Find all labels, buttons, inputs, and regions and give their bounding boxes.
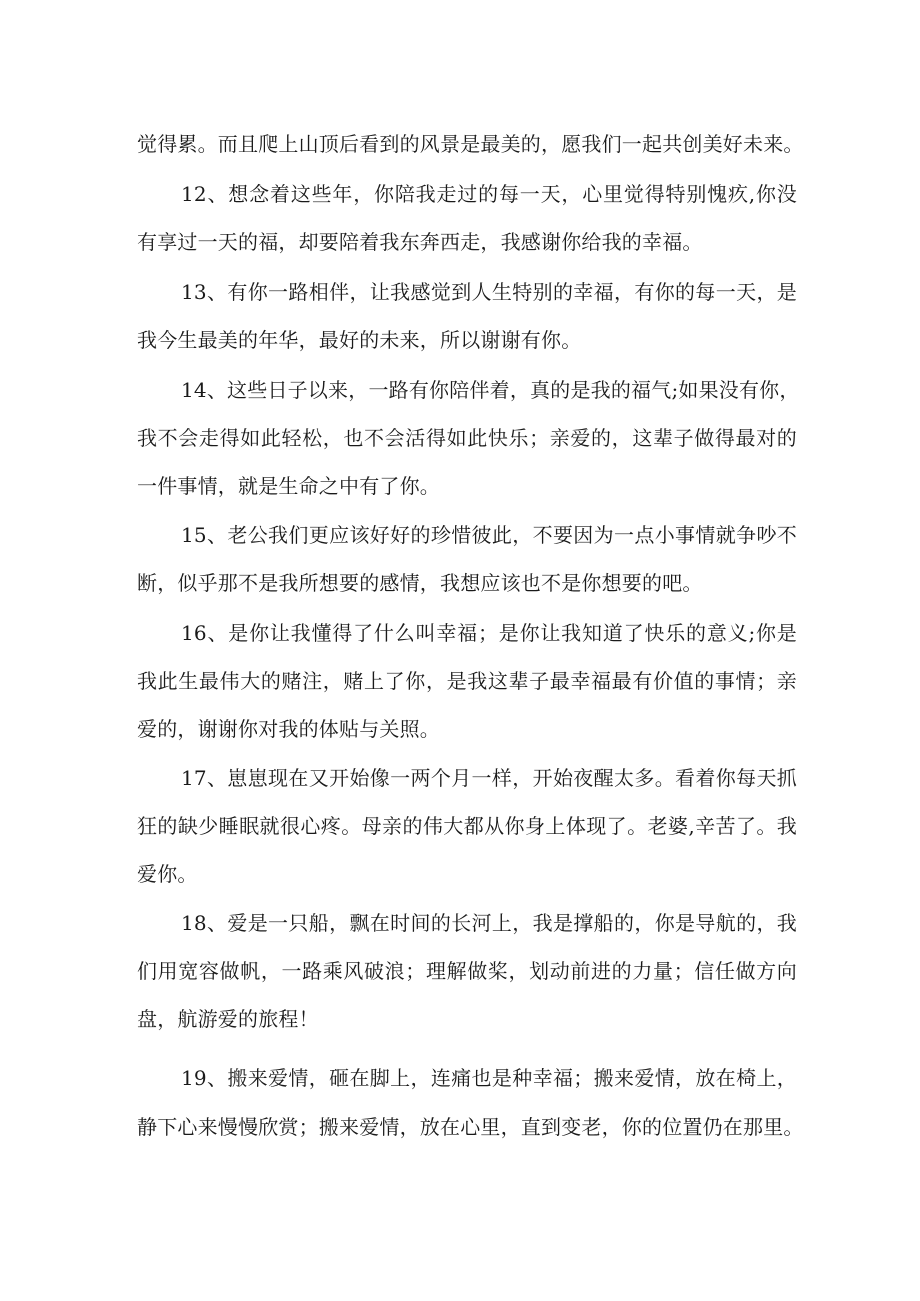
paragraph-line: 我不会走得如此轻松，也不会活得如此快乐；亲爱的，这辈子做得最对的 — [137, 426, 797, 450]
paragraph-line: 盘，航游爱的旅程！ — [137, 1007, 319, 1031]
paragraph-line: 觉得累。而且爬上山顶后看到的风景是最美的，愿我们一起共创美好未来。 — [137, 132, 804, 156]
paragraph-line: 12、想念着这些年，你陪我走过的每一天，心里觉得特别愧疚,你没 — [181, 182, 797, 206]
paragraph-line: 我今生最美的年华，最好的未来，所以谢谢有你。 — [137, 328, 582, 352]
paragraph-line: 13、有你一路相伴，让我感觉到人生特别的幸福，有你的每一天，是 — [181, 280, 797, 304]
paragraph-line: 断，似乎那不是我所想要的感情，我想应该也不是你想要的吧。 — [137, 571, 703, 595]
paragraph-line: 15、老公我们更应该好好的珍惜彼此，不要因为一点小事情就争吵不 — [181, 523, 797, 547]
paragraph-line: 静下心来慢慢欣赏；搬来爱情，放在心里，直到变老，你的位置仍在那里。 — [137, 1115, 804, 1139]
paragraph-line: 18、爱是一只船，飘在时间的长河上，我是撑船的，你是导航的，我 — [181, 911, 797, 935]
paragraph-line: 爱你。 — [137, 862, 198, 886]
paragraph-line: 17、崽崽现在又开始像一两个月一样，开始夜醒太多。看着你每天抓 — [181, 766, 797, 790]
paragraph-line: 19、搬来爱情，砸在脚上，连痛也是种幸福；搬来爱情，放在椅上， — [181, 1066, 797, 1090]
paragraph-line: 16、是你让我懂得了什么叫幸福；是你让我知道了快乐的意义;你是 — [181, 621, 797, 645]
paragraph-line: 爱的，谢谢你对我的体贴与关照。 — [137, 717, 440, 741]
paragraph-line: 有享过一天的福，却要陪着我东奔西走，我感谢你给我的幸福。 — [137, 230, 703, 254]
paragraph-line: 一件事情，就是生命之中有了你。 — [137, 474, 440, 498]
paragraph-line: 14、这些日子以来，一路有你陪伴着，真的是我的福气;如果没有你， — [181, 378, 800, 402]
paragraph-line: 狂的缺少睡眠就很心疼。母亲的伟大都从你身上体现了。老婆,辛苦了。我 — [137, 814, 797, 838]
paragraph-line: 我此生最伟大的赌注，赌上了你，是我这辈子最幸福最有价值的事情；亲 — [137, 669, 797, 693]
paragraph-line: 们用宽容做帆，一路乘风破浪；理解做桨，划动前进的力量；信任做方向 — [137, 959, 797, 983]
